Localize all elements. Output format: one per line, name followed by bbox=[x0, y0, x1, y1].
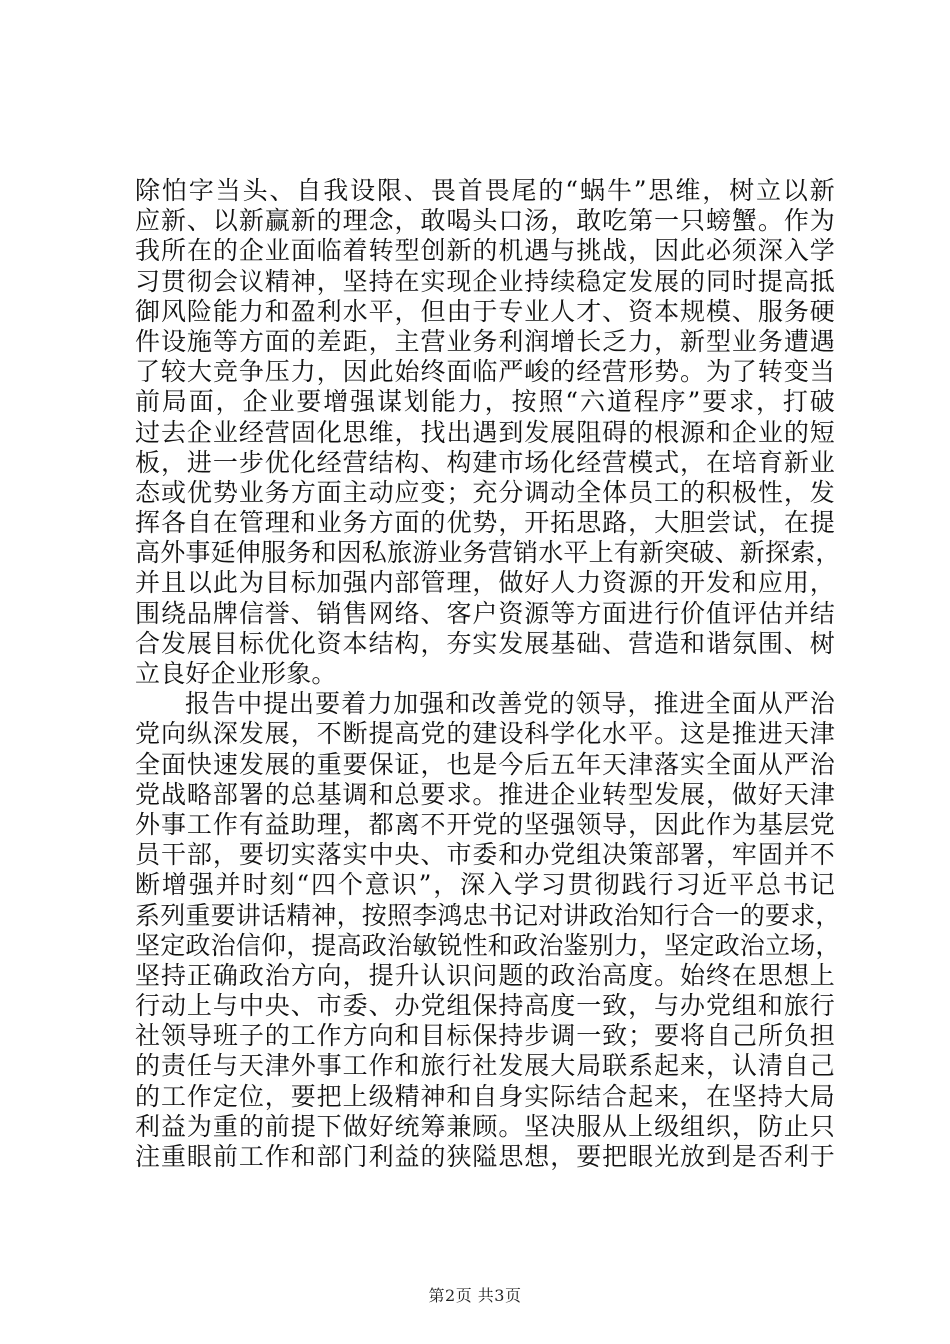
text-line: 板，进一步优化经营结构、构建市场化经营模式，在培育新业 bbox=[135, 447, 835, 477]
text-line: 注重眼前工作和部门利益的狭隘思想，要把眼光放到是否利于 bbox=[135, 1142, 835, 1171]
text-line: 除怕字当头、自我设限、畏首畏尾的“蜗牛”思维，树立以新 bbox=[135, 176, 835, 205]
text-line: 利益为重的前提下做好统筹兼顾。坚决服从上级组织，防止只 bbox=[135, 1111, 835, 1141]
text-line: 坚持正确政治方向，提升认识问题的政治高度。始终在思想上 bbox=[135, 960, 835, 990]
text-line: 习贯彻会议精神，坚持在实现企业持续稳定发展的同时提高抵 bbox=[135, 266, 835, 296]
text-line: 党向纵深发展，不断提高党的建设科学化水平。这是推进天津 bbox=[135, 719, 835, 749]
text-line: 员干部，要切实落实中央、市委和办党组决策部署，牢固并不 bbox=[135, 840, 835, 870]
text-line: 外事工作有益助理，都离不开党的坚强领导，因此作为基层党 bbox=[135, 809, 835, 839]
text-line: 党战略部署的总基调和总要求。推进企业转型发展，做好天津 bbox=[135, 779, 835, 809]
paragraph-1 bbox=[135, 176, 841, 689]
text-line: 的工作定位，要把上级精神和自身实际结合起来，在坚持大局 bbox=[135, 1081, 835, 1111]
text-line: 御风险能力和盈利水平，但由于专业人才、资本规模、服务硬 bbox=[135, 296, 835, 326]
document-body bbox=[135, 176, 841, 1172]
text-line: 行动上与中央、市委、办党组保持高度一致，与办党组和旅行 bbox=[135, 991, 835, 1021]
text-line: 高外事延伸服务和因私旅游业务营销水平上有新突破、新探索， bbox=[135, 538, 841, 568]
text-line: 前局面，企业要增强谋划能力，按照“六道程序”要求，打破 bbox=[135, 387, 835, 417]
text-line: 立良好企业形象。 bbox=[135, 659, 337, 688]
text-line: 围绕品牌信誉、销售网络、客户资源等方面进行价值评估并结 bbox=[135, 598, 835, 628]
text-line: 挥各自在管理和业务方面的优势，开拓思路，大胆尝试，在提 bbox=[135, 508, 835, 538]
text-line: 报告中提出要着力加强和改善党的领导，推进全面从严治 bbox=[185, 689, 835, 719]
text-line: 了较大竞争压力，因此始终面临严峻的经营形势。为了转变当 bbox=[135, 357, 835, 387]
page-number-footer: 第2页 共3页 bbox=[428, 1286, 522, 1305]
text-line: 并且以此为目标加强内部管理，做好人力资源的开发和应用， bbox=[135, 568, 835, 598]
text-line: 件设施等方面的差距，主营业务利润增长乏力，新型业务遭遇 bbox=[135, 326, 835, 356]
text-line: 应新、以新赢新的理念，敢喝头口汤，敢吃第一只螃蟹。作为 bbox=[135, 206, 835, 236]
text-line: 社领导班子的工作方向和目标保持步调一致；要将自己所负担 bbox=[135, 1021, 835, 1051]
text-line: 过去企业经营固化思维，找出遇到发展阻碍的根源和企业的短 bbox=[135, 417, 835, 447]
paragraph-2 bbox=[135, 689, 841, 1172]
text-line: 我所在的企业面临着转型创新的机遇与挑战，因此必须深入学 bbox=[135, 236, 835, 266]
text-line: 全面快速发展的重要保证，也是今后五年天津落实全面从严治 bbox=[135, 749, 835, 779]
text-line: 系列重要讲话精神，按照李鸿忠书记对讲政治知行合一的要求， bbox=[135, 900, 841, 930]
text-line: 断增强并时刻“四个意识”，深入学习贯彻践行习近平总书记 bbox=[135, 870, 835, 900]
text-line: 的责任与天津外事工作和旅行社发展大局联系起来，认清自己 bbox=[135, 1051, 835, 1081]
text-line: 合发展目标优化资本结构，夯实发展基础、营造和谐氛围、树 bbox=[135, 628, 835, 658]
text-line: 态或优势业务方面主动应变；充分调动全体员工的积极性，发 bbox=[135, 477, 835, 507]
text-line: 坚定政治信仰，提高政治敏锐性和政治鉴别力，坚定政治立场， bbox=[135, 930, 841, 960]
